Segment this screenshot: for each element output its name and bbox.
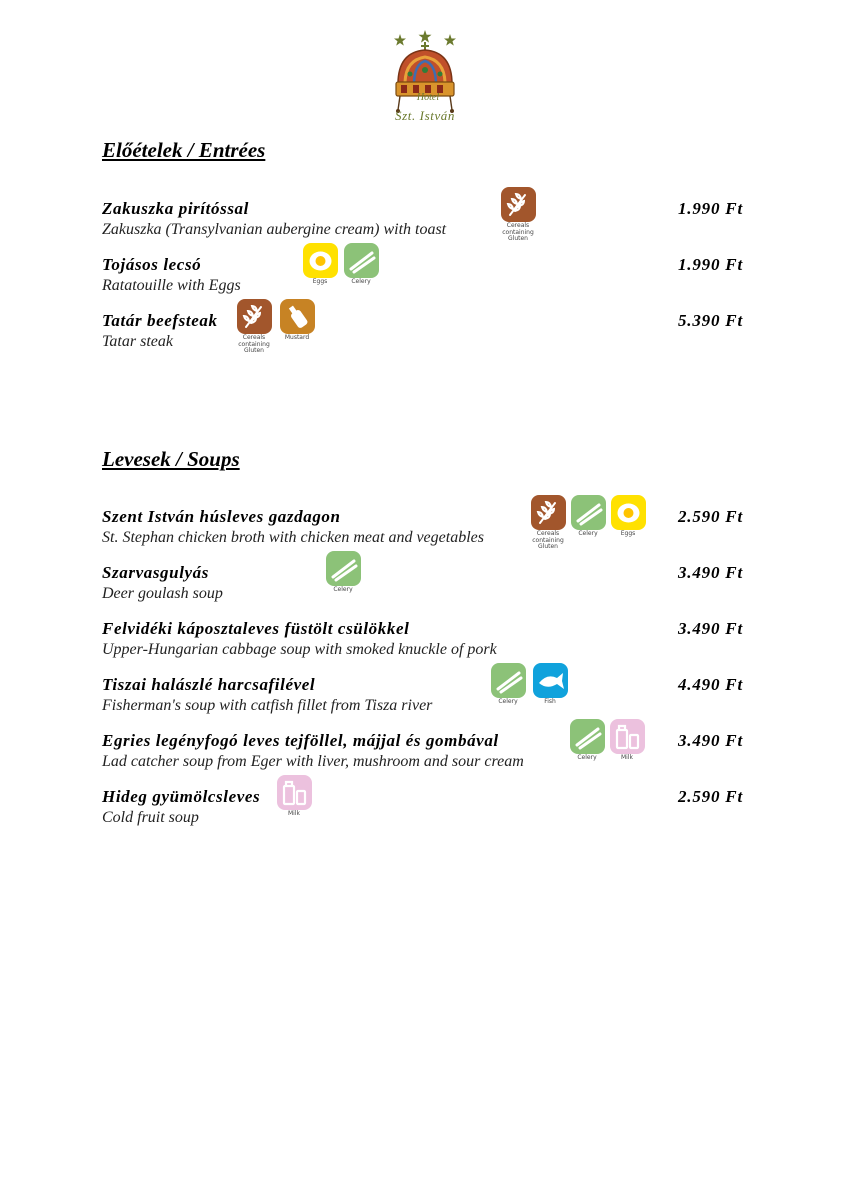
item-price: 2.590 Ft	[678, 507, 743, 526]
allergen-celery	[568, 719, 606, 762]
wheat-icon	[237, 299, 272, 334]
item-price: 4.490 Ft	[678, 675, 743, 694]
item-price: 1.990 Ft	[678, 255, 743, 274]
allergen-gluten	[235, 299, 273, 355]
item-name: Zakuszka pirítóssal	[102, 199, 249, 218]
section-title-entrees: Előételek / Entrées	[102, 138, 266, 162]
allergen-caption: Eggs	[312, 278, 328, 285]
wheat-icon	[501, 187, 536, 222]
menu-item	[102, 255, 752, 305]
allergen-celery	[569, 495, 607, 538]
fish-icon	[533, 663, 568, 698]
item-price: 1.990 Ft	[678, 199, 743, 218]
allergen-caption: Milk	[621, 754, 633, 761]
item-name: Egries legényfogó leves tejföllel, májjal és gombával	[102, 731, 499, 750]
allergen-eggs	[609, 495, 647, 538]
allergen-caption: Celery	[498, 698, 518, 705]
allergen-caption: Cereals containing Gluten	[502, 222, 534, 242]
item-price: 3.490 Ft	[678, 731, 743, 750]
menu-item	[102, 787, 752, 837]
item-description: Ratatouille with Eggs	[102, 277, 241, 294]
item-name: Szarvasgulyás	[102, 563, 209, 582]
allergen-caption: Celery	[351, 278, 371, 285]
allergen-caption: Cereals containing Gluten	[238, 334, 270, 354]
allergen-milk	[608, 719, 646, 762]
allergen-caption: Fish	[544, 698, 556, 705]
celery-icon	[491, 663, 526, 698]
celery-icon	[570, 719, 605, 754]
item-description: St. Stephan chicken broth with chicken meat and vegetables	[102, 529, 484, 546]
allergen-fish	[531, 663, 569, 706]
allergen-celery	[342, 243, 380, 286]
menu-item	[102, 731, 752, 781]
mustard-bottle-icon	[280, 299, 315, 334]
item-description: Deer goulash soup	[102, 585, 223, 602]
item-description: Zakuszka (Transylvanian aubergine cream) with toast	[102, 221, 447, 238]
section-title-soups: Levesek / Soups	[102, 447, 240, 471]
milk-icon	[277, 775, 312, 810]
allergen-caption: Eggs	[620, 530, 636, 537]
item-name: Hideg gyümölcsleves	[102, 787, 261, 806]
celery-icon	[571, 495, 606, 530]
allergen-mustard	[278, 299, 316, 342]
menu-item	[102, 563, 752, 613]
item-description: Cold fruit soup	[102, 809, 199, 826]
allergen-caption: Celery	[333, 586, 353, 593]
item-description: Tatar steak	[102, 333, 173, 350]
allergen-caption: Milk	[288, 810, 300, 817]
menu-item	[102, 311, 752, 361]
logo-text-hotel: Hotel	[416, 92, 440, 103]
celery-icon	[326, 551, 361, 586]
item-name: Tiszai halászlé harcsafilével	[102, 675, 316, 694]
allergen-celery	[324, 551, 362, 594]
celery-icon	[344, 243, 379, 278]
item-price: 3.490 Ft	[678, 563, 743, 582]
allergen-gluten	[529, 495, 567, 551]
allergen-caption: Cereals containing Gluten	[532, 530, 564, 550]
allergen-caption: Celery	[578, 530, 598, 537]
menu-item	[102, 199, 752, 249]
item-name: Szent István húsleves gazdagon	[102, 507, 341, 526]
item-price: 2.590 Ft	[678, 787, 743, 806]
item-price: 5.390 Ft	[678, 311, 743, 330]
menu-item	[102, 675, 752, 725]
item-description: Lad catcher soup from Eger with liver, mushroom and sour cream	[102, 753, 524, 770]
item-description: Fisherman's soup with catfish fillet from Tisza river	[102, 697, 433, 714]
allergen-gluten	[499, 187, 537, 243]
item-price: 3.490 Ft	[678, 619, 743, 638]
wheat-icon	[531, 495, 566, 530]
item-name: Tojásos lecsó	[102, 255, 202, 274]
allergen-milk	[275, 775, 313, 818]
item-name: Felvidéki káposztaleves füstölt csülökkel	[102, 619, 410, 638]
logo-text-name: Szt. István	[394, 108, 456, 123]
item-name: Tatár beefsteak	[102, 311, 218, 330]
allergen-caption: Mustard	[284, 334, 310, 341]
menu-item	[102, 619, 752, 669]
milk-icon	[610, 719, 645, 754]
egg-icon	[611, 495, 646, 530]
egg-icon	[303, 243, 338, 278]
allergen-celery	[489, 663, 527, 706]
allergen-eggs	[301, 243, 339, 286]
allergen-caption: Celery	[577, 754, 597, 761]
hotel-logo	[378, 30, 472, 134]
item-description: Upper-Hungarian cabbage soup with smoked knuckle of pork	[102, 641, 497, 658]
menu-item	[102, 507, 752, 557]
